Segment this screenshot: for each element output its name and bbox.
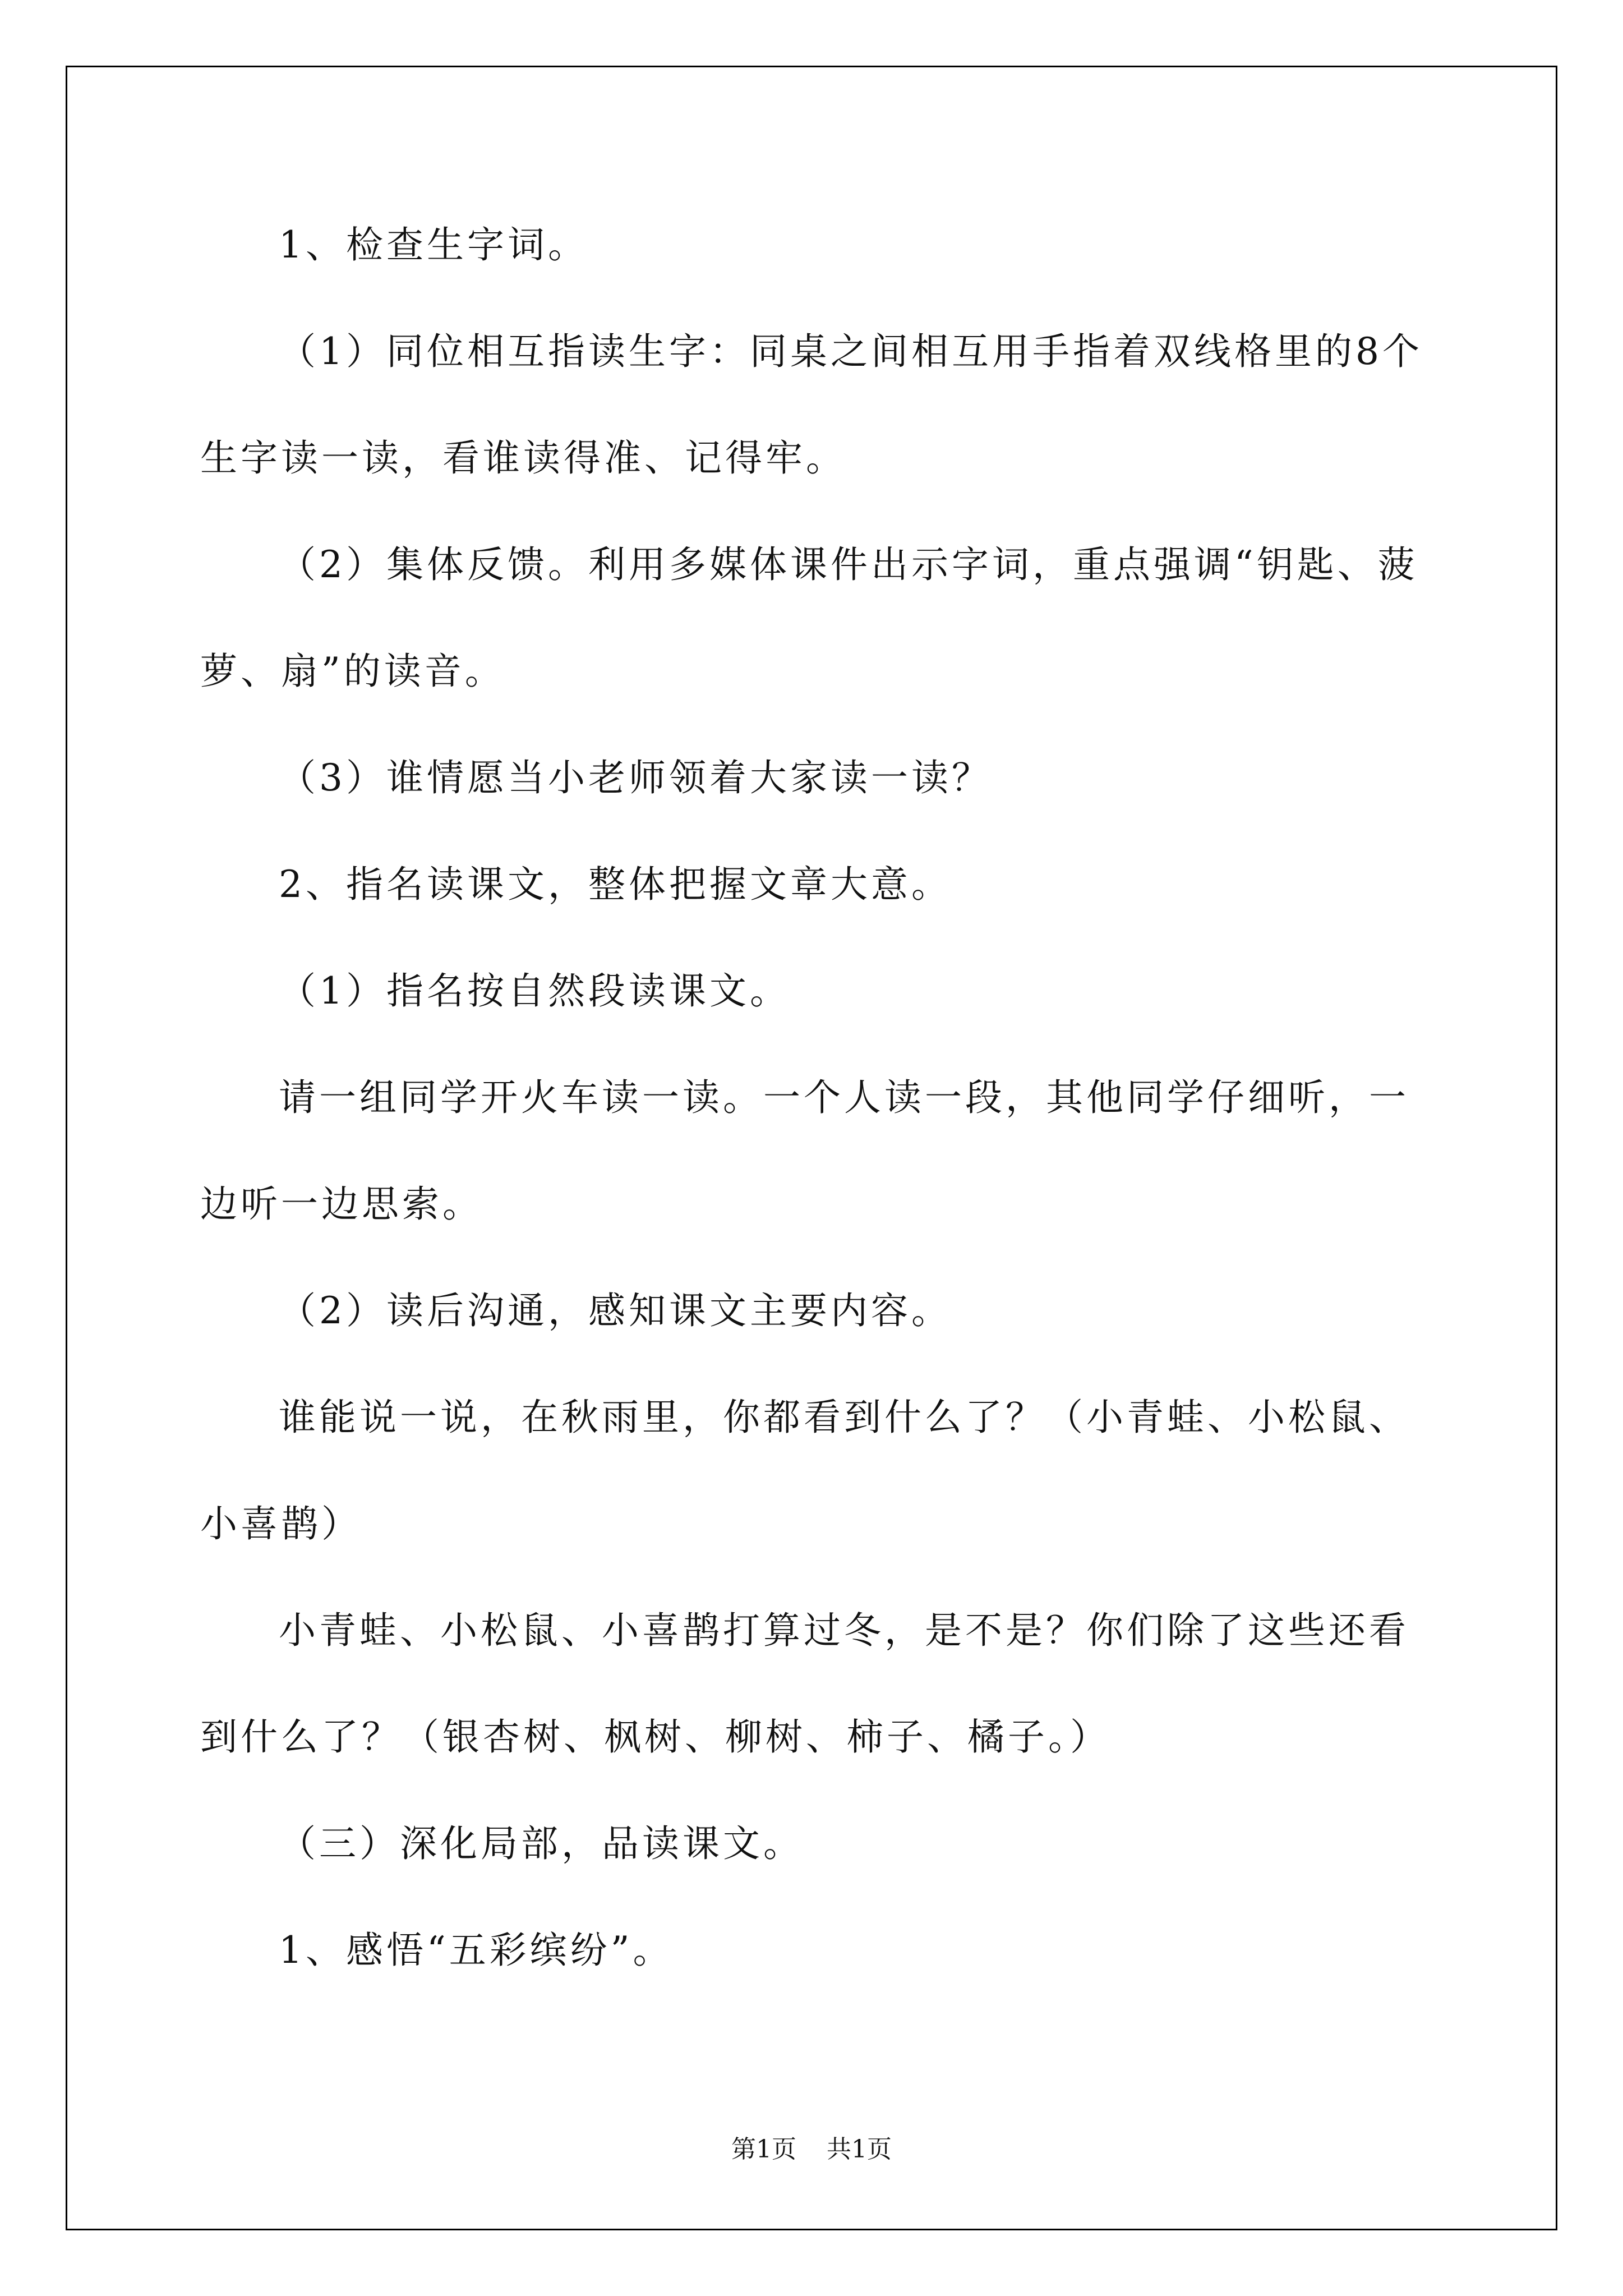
- paragraph-2-line-1: （1）同位相互指读生字：同桌之间相互用手指着双线格里的8个: [279, 330, 1423, 373]
- paragraph-2-line-2: 生字读一读，看谁读得准、记得牢。: [200, 436, 846, 480]
- page-border: [66, 66, 1557, 2230]
- paragraph-11-line-1: （三）深化局部，品读课文。: [279, 1822, 804, 1865]
- paragraph-3-line-1: （2）集体反馈。利用多媒体课件出示字词，重点强调“钥匙、菠: [279, 543, 1418, 586]
- page-footer: [0, 2129, 1623, 2165]
- paragraph-10-line-1: 小青蛙、小松鼠、小喜鹊打算过冬，是不是？你们除了这些还看: [279, 1609, 1409, 1652]
- paragraph-4-line-1: （3）谁情愿当小老师领着大家读一读？: [279, 756, 992, 799]
- paragraph-7-line-2: 边听一边思索。: [200, 1182, 483, 1226]
- paragraph-1-line-1: 1、检查生字词。: [279, 223, 588, 266]
- paragraph-10-line-2: 到什么了？（银杏树、枫树、柳树、柿子、橘子。）: [200, 1715, 1110, 1759]
- paragraph-9-line-1: 谁能说一说，在秋雨里，你都看到什么了？（小青蛙、小松鼠、: [279, 1396, 1409, 1439]
- page-number: 第1页: [731, 2135, 796, 2164]
- paragraph-9-line-2: 小喜鹊）: [200, 1502, 362, 1545]
- total-pages: 共1页: [827, 2135, 892, 2164]
- paragraph-12-line-1: 1、感悟“五彩缤纷”。: [279, 1929, 674, 1972]
- paragraph-3-line-2: 萝、扇”的读音。: [200, 650, 505, 693]
- paragraph-8-line-1: （2）读后沟通，感知课文主要内容。: [279, 1289, 952, 1332]
- paragraph-5-line-1: 2、指名读课文，整体把握文章大意。: [279, 863, 952, 906]
- paragraph-7-line-1: 请一组同学开火车读一读。一个人读一段，其他同学仔细听，一: [279, 1076, 1409, 1119]
- paragraph-6-line-1: （1）指名按自然段读课文。: [279, 969, 790, 1013]
